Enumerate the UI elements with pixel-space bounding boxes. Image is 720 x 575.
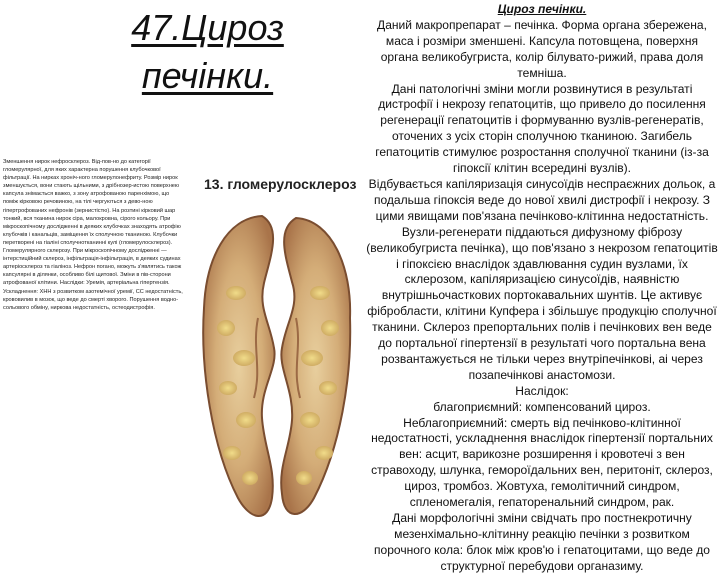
paragraph-pathogenesis: Дані патологічні зміни могли розвинутися в результаті дистрофії і некрозу гепатоцитів, що привело до посилення регенерації гепатоцитів і формуванню вузлів-регенератів, оточених з усіх сторін сполучною тканиною. Загибель гепатоцитів стимулює розростання сполучної тканини (із-за гіпоксії клітин всередині вузлів). xyxy=(375,81,709,176)
paragraph-conclusion: Дані морфологічні зміни свідчать про постнекротичну мезенхімально-клітинну реакцію печінки з розвитком порочного кола: блок між кров'ю і гепатоцитами, що веде до структурної перебудови органазиму. xyxy=(373,511,711,573)
left-body-text: Зменшення нирок нефросклероз. Від-пов-но до категорії гломерулярної, для яких характерна порушення клубочкової фільтрації. На нирках хроніч-ного гломерулонефриту. Розмір нирок зменшується, вони стають щільними, з дрібнозер-истою поверхнею капсула знімається важко, з зону атрофованою паренхімою, що поміж кірковою речовиною, на тілі чергуються з дево-ною гіпертрофованих нефронів (зернистістю). На розтині кірковий шар тонкий, вся тканина нирок сіра, малокровна, сірого кольору. При мікроскопічному дослідженні в деяких клубочках знаходять атрофію клубочків і канальців, заміщення їх сполучною тканиною. Клубочки перетворені на гіаліні сполучнотканинні кулі (гломерулосклероз). Гломерулярного склерозу. При мікроскопічному дослідженні — інтерстиційний склероз, інфільтрація-інфільтрація, в деяких судинах артеріосклероз та гіаліноз. Нефрон погано, можуть з'являтись також капсулярні в ділянки, особливо білі щитової. Зміни в пів-сторони атрофованої клітини. Наслідки: Уремія, артеріальна гіпертензія. Ускладнення: ХНН з розвитком азотемічної уремії, СС недостатність, крововилив в мозок, що веде до смерті хворого. Порушення водно-сольового обміну, ниркова недостатність, остеодистрофія. xyxy=(3,159,183,311)
kidney-photo xyxy=(192,198,360,528)
paragraph-outcome-label: Наслідок: xyxy=(515,383,569,398)
description-text xyxy=(366,2,718,575)
kidney-cross-section-icon xyxy=(192,198,360,528)
paragraph-description: Даний макропрепарат – печінка. Форма органа збережена, маса і розміри зменшені. Капсула потовщена, поверхня органа великобугриста, колір білувато-рижий, права доля темніша. xyxy=(377,17,707,80)
title-line-2: печінки. xyxy=(141,55,274,96)
figure-label: 13. гломерулосклероз xyxy=(204,176,357,192)
paragraph-capillarization: Відбувається капіляризація синусоїдів неспраєжних дольок, а подальша гіпоксія веде до нової хвилі дистрофії і некрозу. З цими явищами пов'язана печінково-клітинна недостатність. Вузли-регенерати піддаються дифузному фіброзу (великобугриста печінка), що пов'язано з некрозом гепатоцитів і гіпоксією внаслідок здавлювання судин вузлами, їх склерозом, капіляризацією синусоїдів, наявністю внутрішньочасткових портокавальних шунтів. Це активує фібробласти, клітини Купфера і збільшує продукцію сполучної тканини. Склероз препортальних полів і печінкових вен веде до портальної гіпертензії в результаті чого портальна вена розвантажується не тільки через внутріпечінкові, аі через позапечінкові анастомози. xyxy=(366,176,718,382)
title-line-1: 47.Цироз xyxy=(131,7,284,48)
slide-title xyxy=(100,4,315,100)
paragraph-favorable: благоприємний: компенсований цироз. xyxy=(433,399,651,414)
paragraph-unfavorable: Неблагоприємний: смерть від печінково-клітинної недостатності, ускладнення внаслідок гіпертензії портальних вен: асцит, варикозне розширення і кровотечі з вен стравоходу, шлунка, гемороїдальних вен, перитоніт, склероз, цироз, тромбоз. Жовтуха, гемолітичний синдром, спленомегалія, гепаторенальний синдром, рак. xyxy=(371,415,713,510)
description-heading: Цироз печінки. xyxy=(497,2,587,16)
